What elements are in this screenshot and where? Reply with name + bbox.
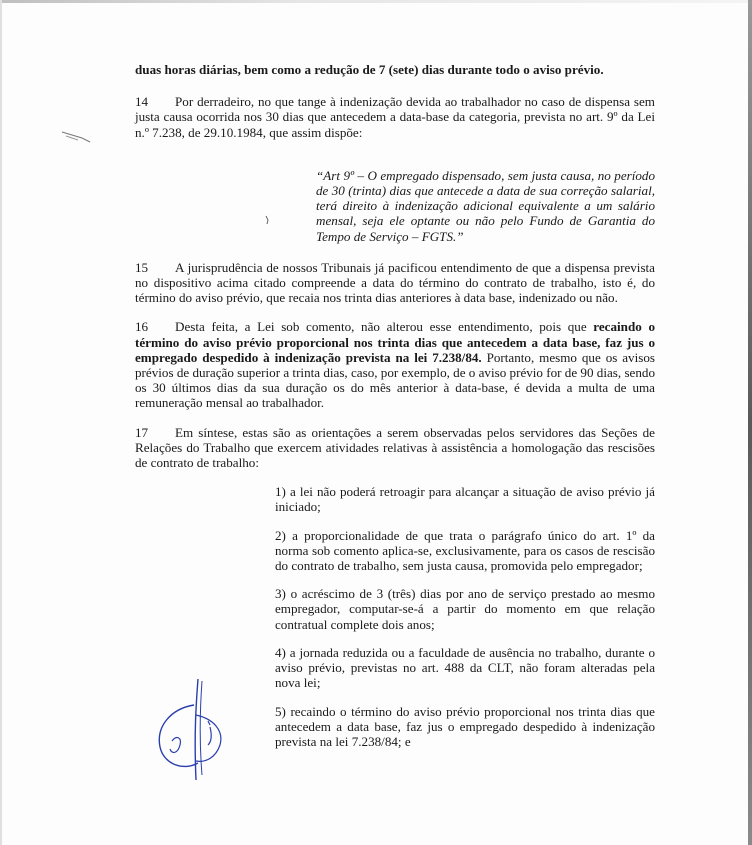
paragraph-text: Desta feita, a Lei sob comento, não alterou esse entendimento, pois que (175, 319, 594, 335)
paragraph-intro: duas horas diárias, bem como a redução de 7 (sete) dias durante todo o aviso prévio. (135, 62, 604, 77)
scan-mark (60, 128, 100, 148)
list-item: 5) recaindo o término do aviso prévio proporcional nos trinta dias que antecedem a data base, faz jus o empregado despedido à indenização prevista na lei 7.238/84; e (275, 703, 655, 749)
paragraph-17 (135, 425, 655, 471)
paragraph-number: 17 (135, 424, 149, 440)
orientation-list (275, 484, 655, 749)
paragraph-number: 16 (135, 319, 149, 335)
list-item: 2) a proporcionalidade de que trata o parágrafo único do art. 1º da norma sob comento aplica-se, exclusivamente, para os casos de rescisão do contrato de trabalho, sem justa causa, promovida pelo empregador; (275, 527, 655, 574)
law-quote: “Art 9º – O empregado dispensado, sem justa causa, no período de 30 (trinta) dias que antecede a data de sua correção salarial, terá direito à indenização adicional equivalente a um salário mensal, seja ele optante ou não pelo Fundo de Garantia do Tempo de Serviço – FGTS.” (316, 167, 655, 244)
handwritten-signature-icon (150, 675, 240, 785)
scan-edge-top (0, 0, 752, 3)
paragraph-bold-text: recaindo o término do aviso prévio proporcional nos trinta dias que antecedem a data base, faz jus o empregado despedido à indenização prevista na lei 7.238/84. (135, 319, 655, 365)
paragraph-text: Por derradeiro, no que tange à indenização devida ao trabalhador no caso de dispensa sem justa causa ocorrida nos 30 dias que antecedem a data-base da categoria, prevista no art. 9º da Lei n.º 7.238, de 29.10.1984, que assim dispõe: (135, 94, 655, 140)
paragraph-15 (135, 260, 655, 306)
list-item: 3) o acréscimo de 3 (três) dias por ano de serviço prestado ao mesmo empregador, computar-se-á a partir do momento em que relação contratual complete dois anos; (275, 586, 655, 632)
scan-edge-left (0, 0, 2, 845)
paragraph-14 (135, 94, 655, 140)
paragraph-16 (135, 319, 655, 410)
paragraph-number: 14 (135, 94, 149, 110)
paragraph-text: A jurisprudência de nossos Tribunais já pacificou entendimento de que a dispensa prevista no dispositivo acima citado compreende a data do término do contrato de trabalho, isto é, do término do aviso prévio, que recaia nos trinta dias anteriores à data base, indenizado ou não. (135, 259, 655, 306)
paragraph-number: 15 (135, 259, 149, 275)
list-item: 1) a lei não poderá retroagir para alcançar a situação de aviso prévio já iniciado; (275, 484, 655, 515)
scan-edge-right (748, 0, 752, 845)
document-body (135, 62, 655, 762)
paragraph-text: Portanto, mesmo que os avisos prévios de duração superior a trinta dias, caso, por exemplo, de o aviso prévio for de 90 dias, sendo os 30 últimos dias da sua duração os do mês anterior à data-base, é devida a multa de uma remuneração mensal ao trabalhador. (135, 349, 655, 411)
paragraph-text: Em síntese, estas são as orientações a serem observadas pelos servidores das Seções de Relações do Trabalho que exercem atividades relativas à assistência a homologação das rescisões de contrato de trabalho: (135, 424, 655, 471)
list-item: 4) a jornada reduzida ou a faculdade de ausência no trabalho, durante o aviso prévio, previstas no art. 488 da CLT, não foram alteradas pela nova lei; (275, 644, 655, 691)
